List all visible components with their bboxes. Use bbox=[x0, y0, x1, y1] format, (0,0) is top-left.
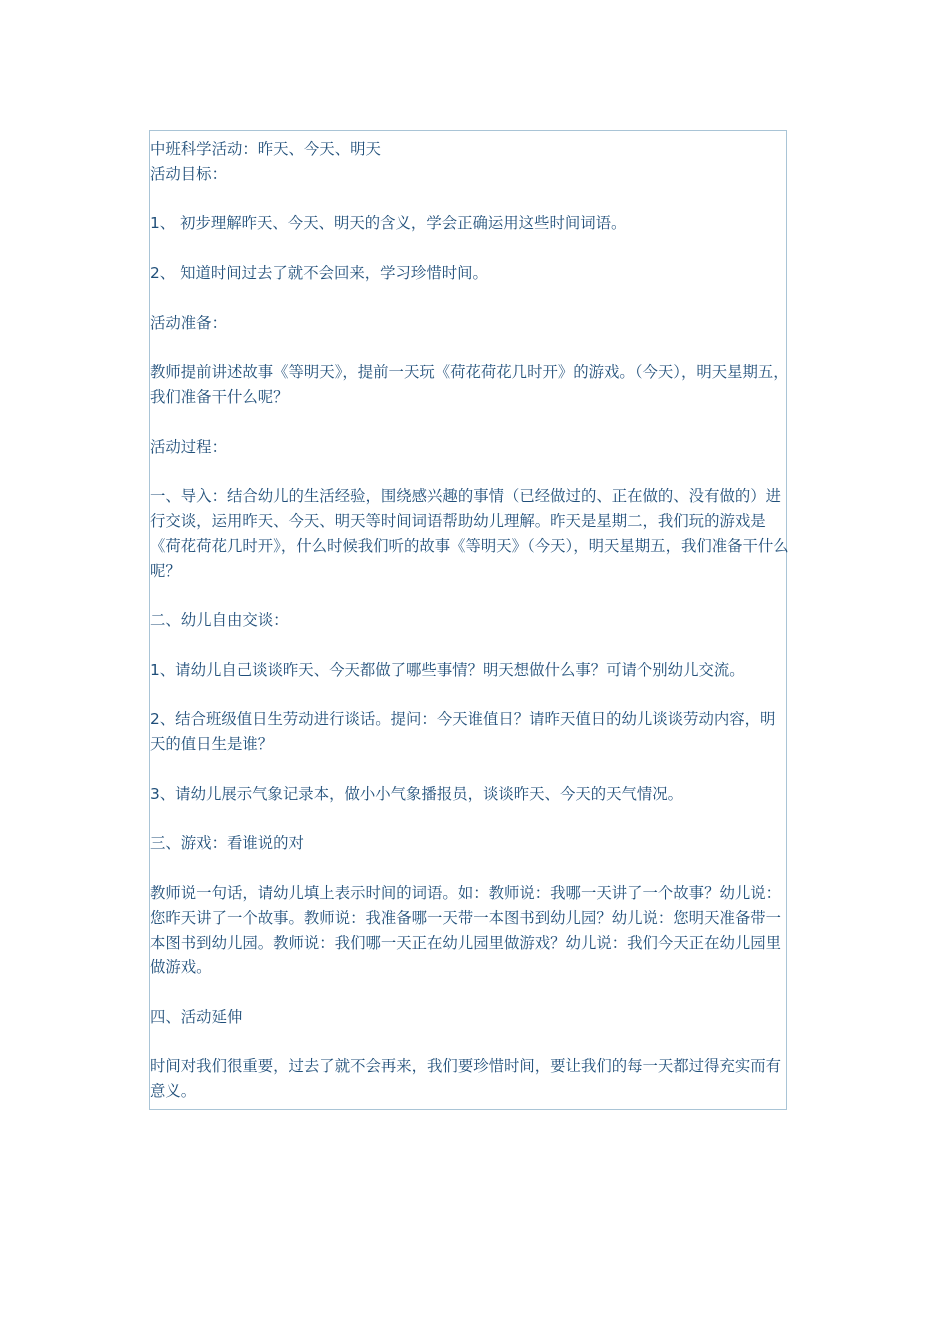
spacer bbox=[150, 807, 790, 832]
spacer bbox=[150, 683, 790, 708]
spacer bbox=[150, 187, 790, 212]
step-3-heading: 三、游戏：看谁说的对 bbox=[150, 834, 304, 853]
prep-heading: 活动准备： bbox=[150, 313, 227, 332]
spacer bbox=[150, 459, 790, 484]
prep-text: 教师提前讲述故事《等明天》，提前一天玩《荷花荷花几时开》的游戏。（今天），明天星期五，我们准备干什么呢？ bbox=[150, 363, 789, 406]
step-1-text: 一、导入：结合幼儿的生活经验，围绕感兴趣的事情（已经做过的、正在做的、没有做的）进行交谈，运用昨天、今天、明天等时间词语帮助幼儿理解。昨天是星期二，我们玩的游戏是《荷花荷花几时开》，什么时候我们听的故事《等明天》（今天），明天星期五，我们准备干什么呢？ bbox=[150, 487, 789, 580]
spacer bbox=[150, 236, 790, 261]
spacer bbox=[150, 856, 790, 881]
step-2-heading: 二、幼儿自由交谈： bbox=[150, 611, 289, 630]
spacer bbox=[150, 410, 790, 435]
step-2-item-2: 2、结合班级值日生劳动进行谈话。提问：今天谁值日？请昨天值日的幼儿谈谈劳动内容，明天的值日生是谁？ bbox=[150, 710, 776, 754]
document-body bbox=[150, 137, 790, 1104]
spacer bbox=[150, 583, 790, 608]
goals-heading: 活动目标： bbox=[150, 164, 227, 183]
step-2-item-3: 3、请幼儿展示气象记录本，做小小气象播报员，谈谈昨天、今天的天气情况。 bbox=[150, 784, 684, 803]
step-3-text: 教师说一句话，请幼儿填上表示时间的词语。如：教师说：我哪一天讲了一个故事？幼儿说：您昨天讲了一个故事。教师说：我准备哪一天带一本图书到幼儿园？幼儿说：您明天准备带一本图书到幼儿园。教师说：我们哪一天正在幼儿园里做游戏？幼儿说：我们今天正在幼儿园里做游戏。 bbox=[150, 883, 782, 977]
goal-item-2: 2、 知道时间过去了就不会回来，学习珍惜时间。 bbox=[150, 263, 488, 282]
process-heading: 活动过程： bbox=[150, 437, 227, 456]
step-4-text: 时间对我们很重要，过去了就不会再来，我们要珍惜时间，要让我们的每一天都过得充实而有意义。 bbox=[150, 1057, 782, 1101]
step-2-item-1: 1、请幼儿自己谈谈昨天、今天都做了哪些事情？明天想做什么事？可请个别幼儿交流。 bbox=[150, 660, 745, 679]
spacer bbox=[150, 335, 790, 360]
spacer bbox=[150, 757, 790, 782]
document-title: 中班科学活动：昨天、今天、明天 bbox=[150, 140, 381, 158]
spacer bbox=[150, 633, 790, 658]
spacer bbox=[150, 980, 790, 1005]
spacer bbox=[150, 286, 790, 311]
step-4-heading: 四、活动延伸 bbox=[150, 1007, 243, 1026]
goal-item-1: 1、 初步理解昨天、今天、明天的含义，学会正确运用这些时间词语。 bbox=[150, 214, 627, 233]
spacer bbox=[150, 1030, 790, 1055]
